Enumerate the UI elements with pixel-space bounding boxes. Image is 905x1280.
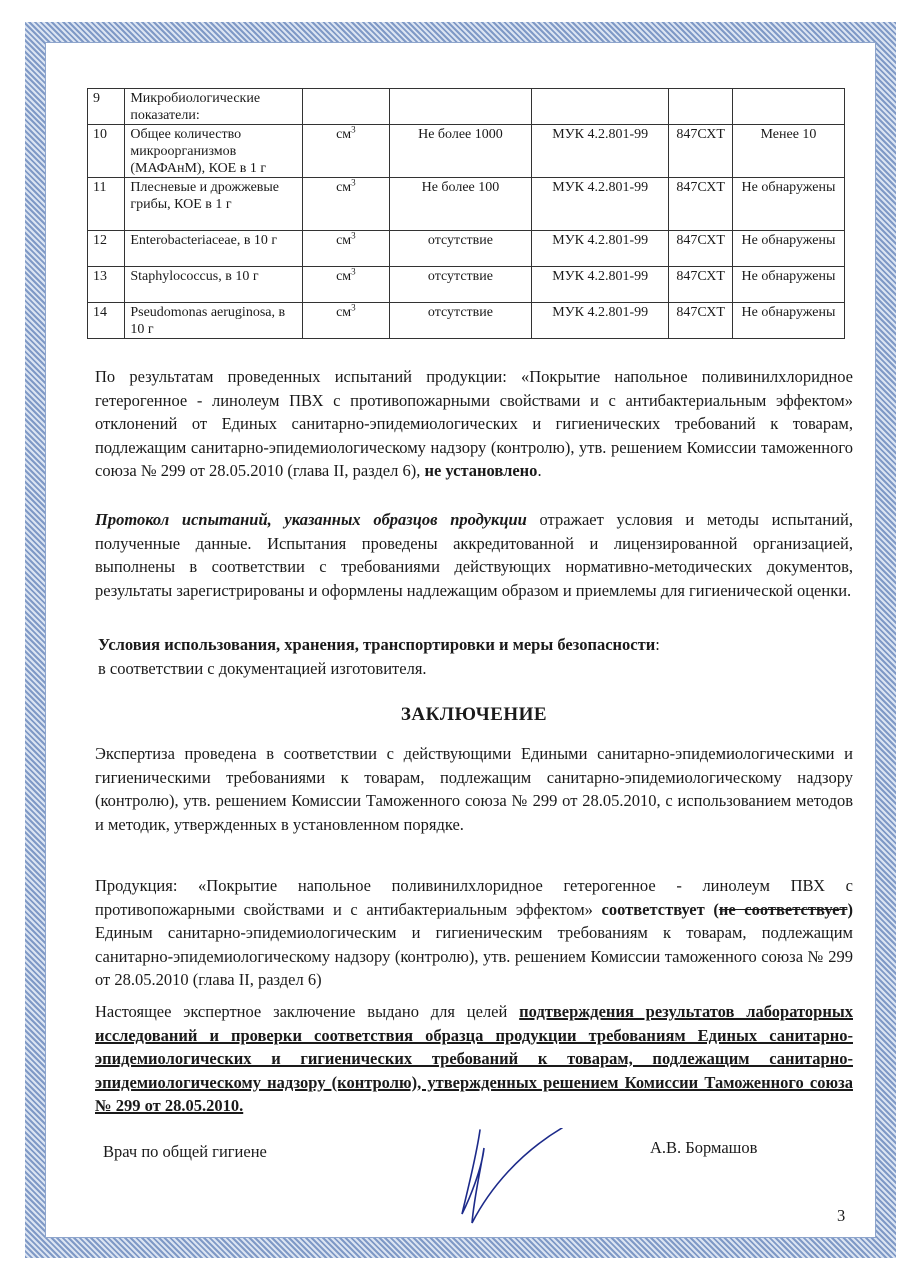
paren-open: (: [704, 899, 719, 919]
norm-value-cell: [389, 178, 531, 231]
row-number: 14: [93, 305, 107, 320]
conclusion-paragraph-3: [95, 1000, 853, 1118]
signatory-role: Врач по общей гигиене: [103, 1142, 267, 1161]
lab-code-cell: [669, 231, 733, 267]
unit-cell: [302, 89, 389, 125]
handwritten-signature: [450, 1128, 570, 1228]
indicator-name-cell: [125, 303, 303, 339]
protocol-text: отражает условия и методы испытаний, полученные данные. Испытания проведены аккредитованной и лицензированной организацией, выполнены в соответствии с требованиями действующих нормативно-методических документов, результаты зарегистрированы и оформлены надлежащим образом и приемлемы для гигиенической оценки.: [95, 510, 854, 600]
test-result-cell: [732, 303, 844, 339]
norm-value: Не более 1000: [418, 127, 503, 142]
test-method: МУК 4.2.801-99: [552, 305, 649, 320]
lab-code: 847СХТ: [676, 180, 725, 195]
norm-value: отсутствие: [427, 233, 493, 248]
unit: см: [336, 269, 352, 284]
indicator-name-cell: [125, 125, 303, 178]
lab-code: 847СХТ: [676, 233, 725, 248]
table-row: [88, 303, 845, 339]
norm-value: Не более 100: [421, 180, 500, 195]
results-text: По результатам проведенных испытаний продукции: «Покрытие напольное поливинилхлоридное гетерогенное - линолеум ПВХ с противопожарными свойствами и с антибактериальным эффектом» отклонений от Единых санитарно-эпидемиологических и гигиенических требований к товарам, подлежащим санитарно-эпидемиологическому надзору (контролю), утв. решением Комиссии таможенного союза № 299 от 28.05.2010 (глава II, раздел 6),: [95, 367, 853, 480]
signatory-name: А.В. Бормашов: [650, 1138, 758, 1157]
norm-value-cell: [389, 231, 531, 267]
conclusion-paragraph-2: [95, 874, 853, 992]
test-method-cell: [532, 267, 669, 303]
lab-code-cell: [669, 303, 733, 339]
indicator-name: Микробиологические показатели:: [130, 91, 261, 123]
indicator-name-cell: [125, 231, 303, 267]
page-number: 3: [837, 1206, 846, 1225]
results-paragraph: [95, 365, 853, 483]
results-table: [87, 88, 845, 339]
test-result-cell: [732, 231, 844, 267]
test-result-cell: [732, 125, 844, 178]
test-method: МУК 4.2.801-99: [552, 180, 649, 195]
row-number-cell: [88, 303, 125, 339]
table-row: [88, 267, 845, 303]
unit: см: [336, 127, 352, 142]
table-row: [88, 125, 845, 178]
conclusion-paragraph-1: Экспертиза проведена в соответствии с действующими Едиными санитарно-эпидемиологическими и гигиеническими требованиями к товарам, подлежащим санитарно-эпидемиологическому надзору (контролю), утв. решением Комиссии Таможенного союза № 299 от 28.05.2010, с использованием методов и методик, утвержденных в установленном порядке.: [95, 744, 853, 834]
test-method: МУК 4.2.801-99: [552, 127, 649, 142]
test-result-cell: [732, 267, 844, 303]
indicator-name: Staphylococcus, в 10 г: [130, 269, 259, 284]
norm-value-cell: [389, 89, 531, 125]
indicator-name-cell: [125, 178, 303, 231]
test-method-cell: [532, 89, 669, 125]
product-description: Продукция: «Покрытие напольное поливинилхлоридное гетерогенное - линолеум ПВХ с противопожарными свойствами и с антибактериальным эффектом»: [95, 876, 853, 919]
unit: см: [336, 180, 352, 195]
norm-value-cell: [389, 267, 531, 303]
signature-stroke: [462, 1128, 562, 1223]
norm-value-cell: [389, 303, 531, 339]
row-number-cell: [88, 178, 125, 231]
unit: см: [336, 233, 352, 248]
purpose-text: подтверждения результатов лабораторных исследований и проверки соответствия образца продукции требованиям Единых санитарно-эпидемиологических и гигиенических требований к товарам, подлежащим санитарно-эпидемиологическому надзору (контролю), утвержденных решением Комиссии Таможенного союза № 299 от 28.05.2010.: [95, 1002, 853, 1115]
unit-superscript: 3: [351, 302, 356, 313]
protocol-lead: Протокол испытаний, указанных образцов продукции: [95, 510, 527, 529]
table-row: [88, 231, 845, 267]
lab-code-cell: [669, 267, 733, 303]
test-result: Не обнаружены: [741, 269, 836, 284]
test-method-cell: [532, 125, 669, 178]
indicator-name: Enterobacteriaceae, в 10 г: [130, 233, 278, 248]
row-number: 13: [93, 269, 107, 284]
indicator-name: Общее количество микроорганизмов (МАФАнМ), КОЕ в 1 г: [130, 127, 267, 176]
conclusion-title: ЗАКЛЮЧЕНИЕ: [400, 704, 548, 725]
unit-superscript: 3: [351, 230, 356, 241]
conditions-block: [98, 633, 856, 680]
lab-code: 847СХТ: [676, 305, 725, 320]
test-method-cell: [532, 231, 669, 267]
lab-code-cell: [669, 125, 733, 178]
row-number-cell: [88, 89, 125, 125]
unit-superscript: 3: [351, 177, 356, 188]
lab-code: 847СХТ: [676, 269, 725, 284]
unit-cell: [302, 125, 389, 178]
test-result-cell: [732, 89, 844, 125]
indicator-name: Pseudomonas aeruginosa, в 10 г: [130, 305, 286, 337]
lab-code-cell: [669, 178, 733, 231]
unit-cell: [302, 231, 389, 267]
conditions-colon: :: [655, 635, 660, 654]
table-row: [88, 89, 845, 125]
test-method: МУК 4.2.801-99: [552, 269, 649, 284]
test-result: Не обнаружены: [741, 180, 836, 195]
indicator-name-cell: [125, 267, 303, 303]
table-row: [88, 178, 845, 231]
unit-cell: [302, 178, 389, 231]
row-number: 12: [93, 233, 107, 248]
norm-value: отсутствие: [427, 269, 493, 284]
test-method-cell: [532, 178, 669, 231]
norm-value: отсутствие: [427, 305, 493, 320]
conditions-text: в соответствии с документацией изготовителя.: [98, 658, 427, 678]
unit-cell: [302, 267, 389, 303]
lab-code-cell: [669, 89, 733, 125]
test-result: Не обнаружены: [741, 233, 836, 248]
test-method-cell: [532, 303, 669, 339]
norm-value-cell: [389, 125, 531, 178]
unit-cell: [302, 303, 389, 339]
indicator-name-cell: [125, 89, 303, 125]
row-number: 10: [93, 127, 107, 142]
requirements-text: Единым санитарно-эпидемиологическим и гигиеническим требованиям к товарам, подлежащим санитарно-эпидемиологическому надзору (контролю), утв. решением Комиссии таможенного союза № 299 от 28.05.2010 (глава II, раздел 6): [95, 923, 853, 989]
row-number-cell: [88, 125, 125, 178]
row-number: 11: [93, 180, 107, 195]
indicator-name: Плесневые и дрожжевые грибы, КОЕ в 1 г: [130, 180, 280, 212]
conditions-heading: Условия использования, хранения, транспортировки и меры безопасности: [98, 635, 656, 654]
protocol-paragraph: [95, 508, 853, 602]
purpose-lead: Настоящее экспертное заключение выдано для целей: [95, 1002, 520, 1021]
lab-code: 847СХТ: [676, 127, 725, 142]
unit-superscript: 3: [351, 124, 356, 135]
paren-close: ): [847, 899, 853, 919]
unit-superscript: 3: [351, 266, 356, 277]
test-method: МУК 4.2.801-99: [552, 233, 649, 248]
results-verdict: не установлено: [424, 461, 538, 480]
row-number-cell: [88, 267, 125, 303]
row-number-cell: [88, 231, 125, 267]
unit: см: [336, 305, 352, 320]
row-number: 9: [93, 91, 100, 106]
test-result-cell: [732, 178, 844, 231]
verdict-complies: соответствует: [601, 899, 705, 919]
results-end: .: [537, 461, 542, 480]
test-result: Не обнаружены: [741, 305, 836, 320]
verdict-struck: не соответствует: [718, 899, 848, 919]
test-result: Менее 10: [760, 127, 817, 142]
